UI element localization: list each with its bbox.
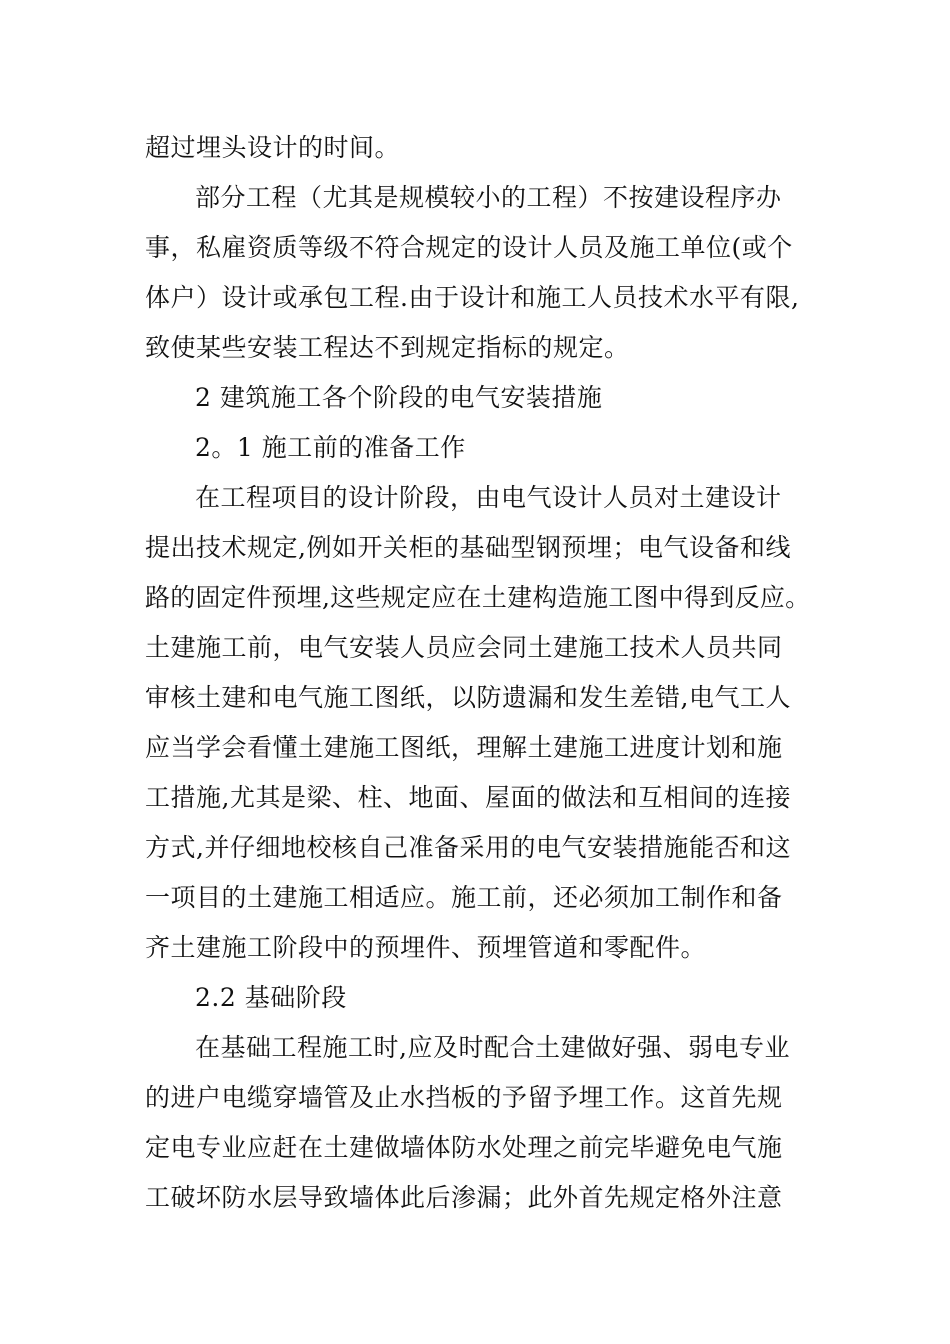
body-text-line: 超过埋头设计的时间。 [145,133,401,162]
body-text-line: 的进户电缆穿墙管及止水挡板的予留予埋工作。这首先规 [145,1083,783,1112]
body-text-line: 体户）设计或承包工程.由于设计和施工人员技术水平有限, [145,283,800,312]
paragraph-first-line: 在工程项目的设计阶段，由电气设计人员对土建设计 [195,483,782,512]
subsection-heading: 2。1 施工前的准备工作 [195,433,466,462]
body-text-line: 应当学会看懂土建施工图纸，理解土建施工进度计划和施 [145,733,783,762]
body-text-line: 路的固定件预埋,这些规定应在土建构造施工图中得到反应。 [145,583,811,612]
body-text-line: 事，私雇资质等级不符合规定的设计人员及施工单位(或个 [145,233,793,262]
body-text-line: 定电专业应赶在土建做墙体防水处理之前完毕避免电气施 [145,1133,783,1162]
paragraph-first-line: 部分工程（尤其是规模较小的工程）不按建设程序办 [195,183,782,212]
paragraph-first-line: 在基础工程施工时,应及时配合土建做好强、弱电专业 [195,1033,790,1062]
body-text-line: 致使某些安装工程达不到规定指标的规定。 [145,333,630,362]
body-text-line: 提出技术规定,例如开关柜的基础型钢预埋；电气设备和线 [145,533,791,562]
body-text-line: 方式,并仔细地校核自己准备采用的电气安装措施能否和这 [145,833,791,862]
body-text-line: 土建施工前，电气安装人员应会同土建施工技术人员共同 [145,633,783,662]
body-text-line: 工措施,尤其是梁、柱、地面、屋面的做法和互相间的连接 [145,783,791,812]
section-heading: 2 建筑施工各个阶段的电气安装措施 [195,383,603,412]
body-text-line: 审核土建和电气施工图纸，以防遗漏和发生差错,电气工人 [145,683,791,712]
body-text-line: 齐土建施工阶段中的预埋件、预埋管道和零配件。 [145,933,707,962]
subsection-heading: 2.2 基础阶段 [195,983,347,1012]
body-text-line: 工破坏防水层导致墙体此后渗漏；此外首先规定格外注意 [145,1183,783,1212]
body-text-line: 一项目的土建施工相适应。施工前，还必须加工制作和备 [145,883,783,912]
